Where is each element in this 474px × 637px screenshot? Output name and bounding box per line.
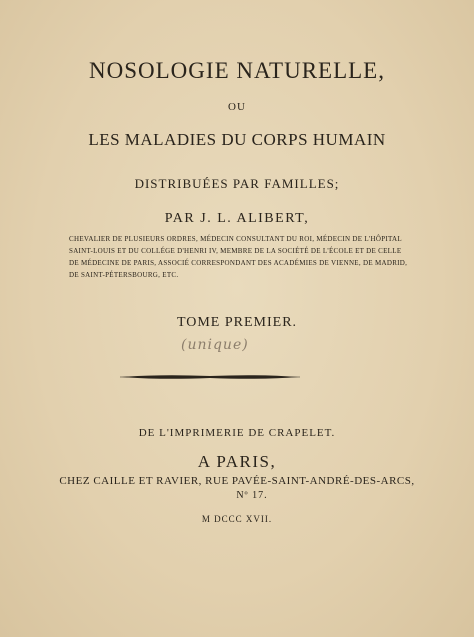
printer-line: DE L'IMPRIMERIE DE CRAPELET.: [138, 427, 336, 439]
credentials-line: CHEVALIER DE PLUSIEURS ORDRES, MÉDECIN CONSULTANT DU ROI, MÉDECIN DE L'HÔPITAL: [69, 235, 402, 243]
handwritten-pencil-note: (unique): [181, 337, 249, 353]
street-number: Nº 17.: [236, 490, 268, 501]
book-subtitle: LES MALADIES DU CORPS HUMAIN: [88, 130, 386, 149]
volume-label: TOME PREMIER.: [176, 315, 298, 330]
book-title: NOSOLOGIE NATURELLE,: [89, 58, 385, 83]
subtitle-continuation: DISTRIBUÉES PAR FAMILLES;: [134, 176, 340, 191]
credentials-line: SAINT-LOUIS ET DU COLLÉGE D'HENRI IV, MEMBRE DE LA SOCIÉTÉ DE L'ÉCOLE ET DE CELLE: [69, 247, 402, 255]
author-line: PAR J. L. ALIBERT,: [164, 211, 310, 226]
credentials-line: DE MÉDECINE DE PARIS, ASSOCIÉ CORRESPONDANT DES ACADÉMIES DE VIENNE, DE MADRID,: [69, 259, 408, 267]
credentials-line: DE SAINT-PÉTERSBOURG, ETC.: [69, 271, 179, 279]
ornamental-rule: [120, 371, 300, 383]
city-line: A PARIS,: [197, 452, 277, 471]
author-credentials: [69, 233, 408, 281]
publisher-line: CHEZ CAILLE ET RAVIER, RUE PAVÉE-SAINT-ANDRÉ-DES-ARCS,: [59, 475, 415, 487]
conjunction-ou: OU: [228, 101, 246, 113]
publication-year: M DCCC XVII.: [201, 514, 273, 524]
